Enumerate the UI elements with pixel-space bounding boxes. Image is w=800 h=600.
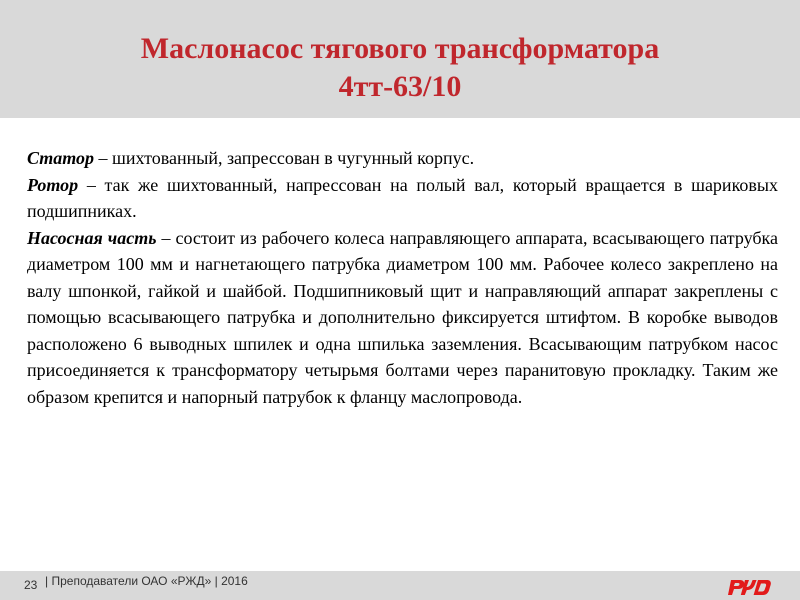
title-band bbox=[0, 0, 800, 118]
text-stator: – шихтованный, запрессован в чугунный корпус. bbox=[94, 148, 475, 168]
term-pump-part: Насосная часть bbox=[27, 227, 157, 248]
term-rotor: Ротор bbox=[27, 174, 79, 195]
footer-organization: Преподаватели ОАО «РЖД» bbox=[51, 574, 212, 588]
footer-band bbox=[0, 571, 800, 600]
footer-year: 2016 bbox=[221, 574, 248, 588]
slide-body bbox=[27, 145, 778, 410]
footer-separator-2: | bbox=[214, 574, 218, 588]
footer-caption bbox=[45, 574, 248, 588]
page-number: 23 bbox=[24, 578, 38, 592]
paragraph-pump-part bbox=[27, 225, 778, 411]
rzd-logo-icon bbox=[725, 577, 773, 597]
term-stator: Статор bbox=[27, 148, 95, 168]
footer-separator: | bbox=[45, 574, 49, 588]
slide-title-line-2: 4тт-63/10 bbox=[338, 70, 462, 103]
text-pump-part: – состоит из рабочего колеса направляющего аппарата, всасывающего патрубка диаметром 100 мм и нагнетающего патрубка диаметром 100 мм. Рабочее колесо закреплено на валу шпонкой, гайкой и шайбой. Подшипниковый щит и направляющий аппарат закреплены с помощью всасывающего патрубка и дополнительно фиксируется штифтом. В коробке выводов расположено 6 выводных шпилек и одна шпилька заземления. Всасывающим патрубком насос присоединяется к трансформатору четырьмя болтами через паранитовую прокладку. Таким же образом крепится и напорный патрубок к фланцу маслопровода. bbox=[27, 227, 778, 407]
text-rotor: – так же шихтованный, напрессован на полый вал, который вращается в шариковых подшипниках. bbox=[27, 174, 778, 221]
slide-title-line-1: Маслонасос тягового трансформатора bbox=[140, 32, 660, 65]
paragraph-rotor bbox=[27, 172, 778, 225]
paragraph-stator bbox=[27, 145, 778, 172]
